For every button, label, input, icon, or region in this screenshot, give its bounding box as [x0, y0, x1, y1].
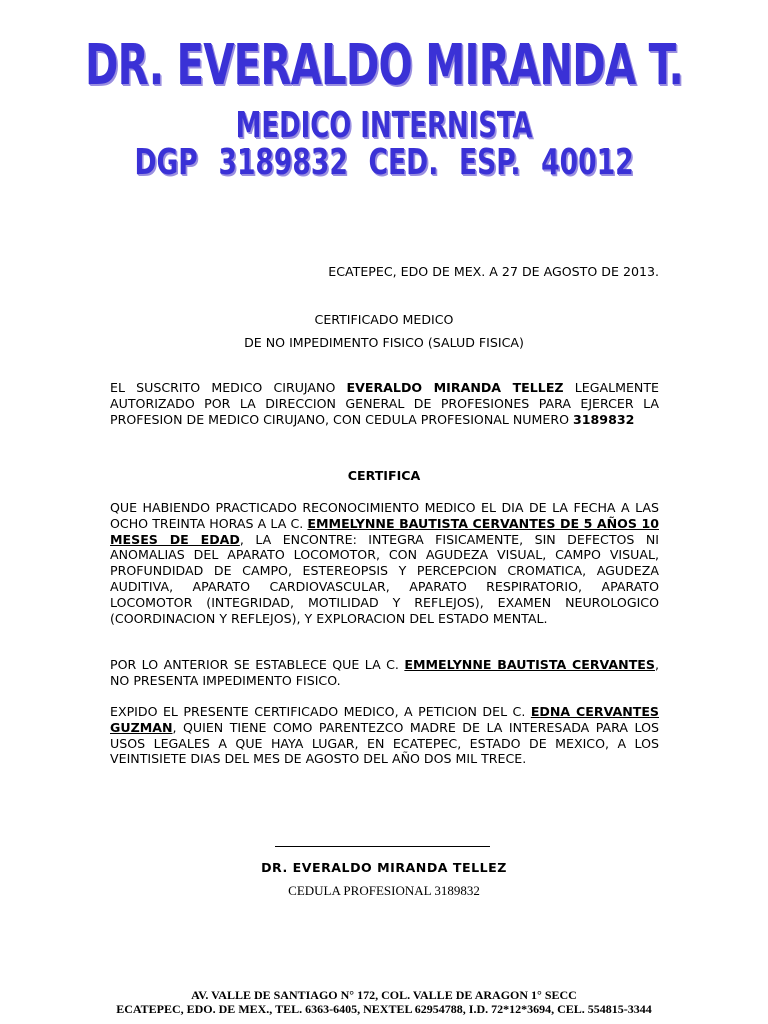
- patient-name: EMMELYNNE BAUTISTA CERVANTES: [404, 657, 655, 672]
- text-segment: EL SUSCRITO MEDICO CIRUJANO: [110, 380, 347, 395]
- doctor-name: EVERALDO MIRANDA TELLEZ: [346, 380, 564, 395]
- text-segment: EXPIDO EL PRESENTE CERTIFICADO MEDICO, A PETICION DEL C.: [110, 704, 531, 719]
- text-segment: , QUIEN TIENE COMO PARENTEZCO MADRE DE LA INTERESADA PARA LOS USOS LEGALES A QUE HAYA LUGAR, EN ECATEPEC, ESTADO DE MEXICO, A LOS VEINTISIETE DIAS DEL MES DE AGOSTO DEL AÑO DOS MIL TRECE.: [110, 719, 659, 767]
- text-segment: , LA ENCONTRE: INTEGRA FISICAMENTE, SIN DEFECTOS NI ANOMALIAS DEL APARATO LOCOMOTOR, CON AGUDEZA VISUAL, CAMPO VISUAL, PROFUNDIDAD DE CAMPO, ESTEREOPSIS Y PERCEPCION CROMATICA, AGUDEZA AUDITIVA, APARATO CARDIOVASCULAR, APARATO RESPIRATORIO, APARATO LOCOMOTOR (INTEGRIDAD, MOTILIDAD Y REFLEJOS), EXAMEN NEUROLOGICO (COORDINACION Y REFLEJOS), Y EXPLORACION DEL ESTADO MENTAL.: [110, 531, 659, 626]
- text-segment: QUE HABIENDO PRACTICADO RECONOCIMIENTO MEDICO EL DIA DE LA FECHA A LAS OCHO TREINTA HORAS A LA C.: [110, 500, 659, 531]
- text-segment: POR LO ANTERIOR SE ESTABLECE QUE LA C.: [110, 657, 405, 672]
- signature-line: [275, 846, 490, 847]
- paragraph-issuance: [110, 704, 659, 767]
- date-line: ECATEPEC, EDO DE MEX. A 27 DE AGOSTO DE 2013.: [328, 264, 659, 279]
- footer-address: AV. VALLE DE SANTIAGO N° 172, COL. VALLE DE ARAGON 1° SECC: [191, 988, 577, 1002]
- requester-name: EDNA CERVANTES GUZMAN: [110, 704, 660, 735]
- cedula-number: 3189832: [573, 411, 635, 427]
- footer-contact: ECATEPEC, EDO. DE MEX., TEL. 6363-6405, NEXTEL 62954788, I.D. 72*12*3694, CEL. 554815-3344: [116, 1002, 652, 1016]
- text-segment: , NO PRESENTA IMPEDIMENTO FISICO.: [110, 657, 659, 688]
- patient-name-age: EMMELYNNE BAUTISTA CERVANTES DE 5 AÑOS 10 MESES DE EDAD: [110, 515, 659, 547]
- certificate-subtitle: DE NO IMPEDIMENTO FISICO (SALUD FISICA): [244, 335, 524, 350]
- certificate-title: CERTIFICADO MEDICO: [314, 312, 454, 327]
- letterhead-specialty: MEDICO INTERNISTA: [235, 105, 533, 146]
- paragraph-examination: [110, 500, 659, 626]
- letterhead-registration: DGP 3189832 CED. ESP. 40012: [134, 142, 634, 183]
- paragraph-authorization: [110, 380, 659, 427]
- signature-cedula: CEDULA PROFESIONAL 3189832: [288, 883, 480, 898]
- text-segment: LEGALMENTE AUTORIZADO POR LA DIRECCION GENERAL DE PROFESIONES PARA EJERCER LA PROFESION DE MEDICO CIRUJANO, CON CEDULA PROFESIONAL NUMERO: [110, 380, 659, 427]
- certifica-heading: CERTIFICA: [347, 468, 421, 483]
- paragraph-conclusion: [110, 657, 659, 689]
- letterhead-doctor-name: DR. EVERALDO MIRANDA T.: [85, 33, 683, 98]
- signature-name: DR. EVERALDO MIRANDA TELLEZ: [261, 860, 507, 875]
